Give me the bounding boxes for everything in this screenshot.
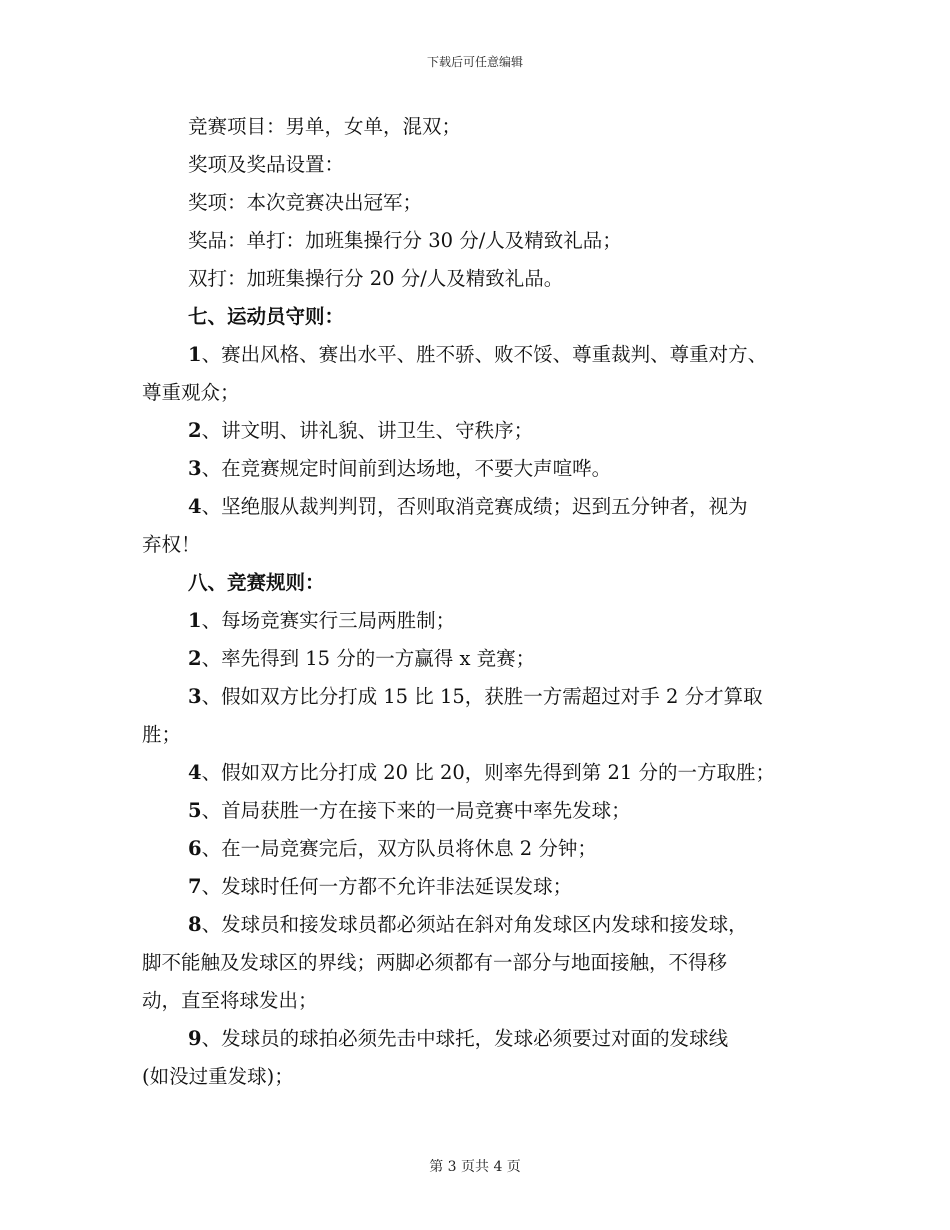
paragraph-awards-setup: 奖项及奖品设置：	[188, 153, 345, 176]
item-text: 、首局获胜一方在接下来的一局竞赛中率先发球；	[201, 799, 631, 822]
rule-item	[142, 450, 822, 488]
item-text: 、讲文明、讲礼貌、讲卫生、守秩序；	[201, 419, 534, 442]
item-number: 9	[188, 1027, 202, 1050]
rule-item	[142, 754, 822, 792]
item-text: 、在竞赛规定时间前到达场地，不要大声喧哗。	[201, 457, 612, 480]
paragraph-award: 奖项：本次竞赛决出冠军；	[188, 191, 423, 214]
page-footer: 第 3 页共 4 页	[429, 1159, 521, 1175]
item-text: 、赛出风格、赛出水平、胜不骄、败不馁、尊重裁判、尊重对方、	[201, 343, 768, 366]
item-number: 4	[188, 761, 202, 784]
rule-item-continuation: 动，直至将球发出；	[142, 989, 318, 1012]
document-body	[142, 108, 822, 1096]
rule-item-continuation: 尊重观众；	[142, 381, 240, 404]
item-number: 2	[188, 419, 202, 442]
rule-item	[142, 792, 822, 830]
paragraph-events: 竞赛项目：男单，女单，混双；	[188, 115, 462, 138]
rule-item	[142, 412, 822, 450]
rule-item	[142, 336, 822, 374]
rule-item	[142, 602, 822, 640]
rule-item	[142, 1020, 822, 1058]
item-number: 6	[188, 837, 202, 860]
item-number: 8	[188, 913, 202, 936]
item-number: 1	[188, 343, 202, 366]
item-number: 7	[188, 875, 202, 898]
item-text: 、假如双方比分打成 15 比 15，获胜一方需超过对手 2 分才算取	[201, 685, 763, 708]
item-text: 、每场竞赛实行三局两胜制；	[201, 609, 456, 632]
item-number: 1	[188, 609, 202, 632]
rule-item-continuation: 胜；	[142, 723, 182, 746]
rule-item-continuation: 脚不能触及发球区的界线；两脚必须都有一部分与地面接触，不得移	[142, 951, 728, 974]
page-header: 下载后可任意编辑	[426, 55, 523, 69]
item-number: 4	[188, 495, 202, 518]
section-heading-competition-rules: 八、竞赛规则：	[188, 571, 325, 594]
rule-item	[142, 906, 822, 944]
rule-item	[142, 830, 822, 868]
rule-item	[142, 868, 822, 906]
rule-item	[142, 678, 822, 716]
item-number: 3	[188, 685, 202, 708]
item-text: 、率先得到 15 分的一方赢得 x 竞赛；	[201, 647, 536, 670]
item-number: 5	[188, 799, 202, 822]
item-text: 、发球员的球拍必须先击中球托，发球必须要过对面的发球线	[201, 1027, 729, 1050]
item-text: 、假如双方比分打成 20 比 20，则率先得到第 21 分的一方取胜；	[201, 761, 776, 784]
paragraph-prize-doubles: 双打：加班集操行分 20 分/人及精致礼品。	[188, 267, 564, 290]
section-heading-athlete-rules: 七、运动员守则：	[188, 305, 345, 328]
rule-item-continuation: 弃权！	[142, 533, 201, 556]
rule-item	[142, 488, 822, 526]
item-text: 、坚绝服从裁判判罚，否则取消竞赛成绩；迟到五分钟者，视为	[201, 495, 748, 518]
item-text: 、发球员和接发球员都必须站在斜对角发球区内发球和接发球，	[201, 913, 748, 936]
item-number: 2	[188, 647, 202, 670]
rule-item	[142, 640, 822, 678]
item-text: 、在一局竞赛完后，双方队员将休息 2 分钟；	[201, 837, 597, 860]
item-number: 3	[188, 457, 202, 480]
rule-item-continuation: (如没过重发球)；	[142, 1065, 294, 1088]
paragraph-prize-singles: 奖品：单打：加班集操行分 30 分/人及精致礼品；	[188, 229, 622, 252]
item-text: 、发球时任何一方都不允许非法延误发球；	[201, 875, 573, 898]
